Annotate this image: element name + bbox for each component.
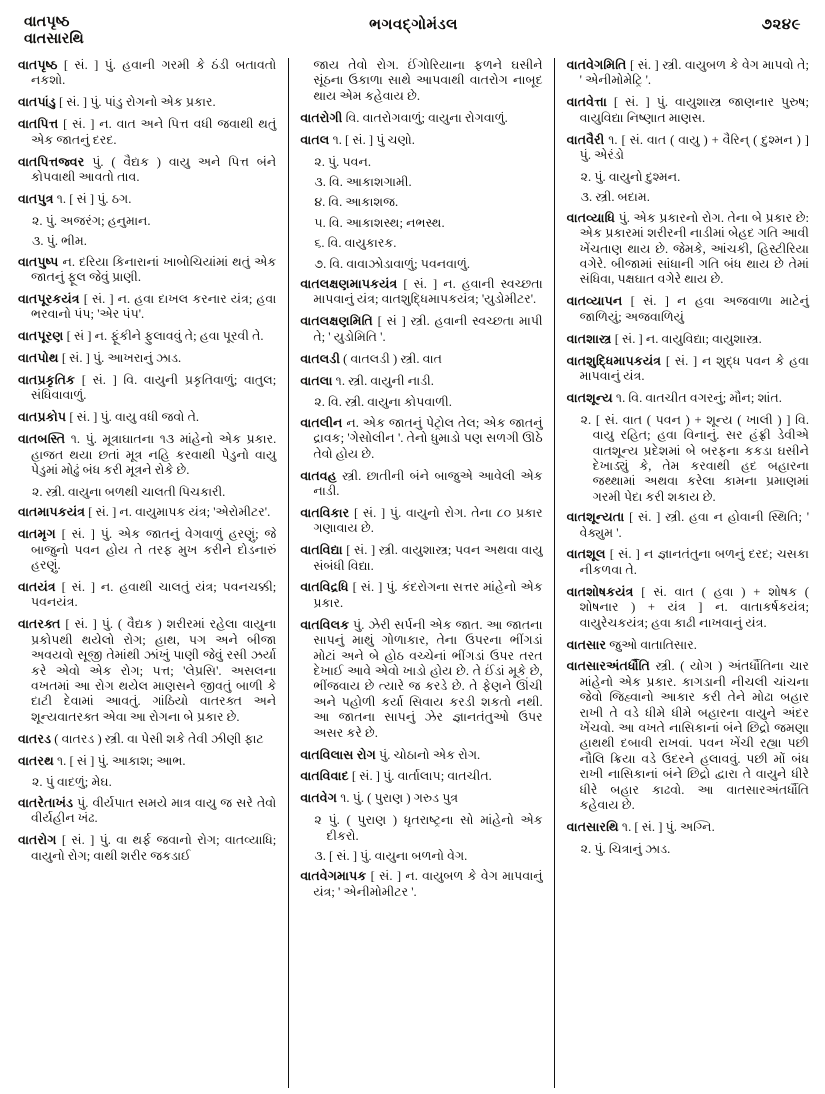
entry-headword: વાતસારથિ	[566, 819, 619, 834]
dictionary-entry	[18, 155, 276, 186]
entry-headword: વાતવ્યાધિ	[566, 210, 616, 225]
dictionary-entry	[300, 416, 542, 462]
entry-sense: ૫. વિ. આકાશસ્થ; નભસ્થ.	[314, 215, 445, 230]
entry-definition: [ સં. ] સ્ત્રી. વાયુશાસ્ત્ર; પવન અથવા વાયુ સંબંધી વિદ્યા.	[313, 543, 543, 573]
dictionary-entry	[18, 58, 276, 89]
entry-definition: ૧. [ સં. વાત ( વાયુ ) + વૈરિન્ ( દુશ્મન ) ] પું. એરંડો	[579, 132, 809, 163]
entry-definition: ૧. વિ. વાતચીત વગરનું; મૌન; શાંત.	[612, 390, 782, 405]
book-title: ભગવદ્ગોમંડલ	[369, 17, 458, 33]
entry-definition: વિ. વાતરોગવાળું; વાયુના રોગવાળું.	[342, 110, 508, 125]
entry-sense: ૨. પું. ચિત્રાનું ઝાડ.	[580, 841, 671, 856]
entry-headword: વાતશુદ્ધિમાપકયંત્ર	[566, 353, 662, 368]
running-head	[18, 14, 809, 58]
entry-sense: ૨. સ્ત્રી. વાયુના બળથી ચાલતી પિચકારી.	[32, 484, 226, 499]
dictionary-entry	[300, 374, 542, 389]
entry-headword: વાતલ	[300, 132, 330, 147]
dictionary-entry	[18, 527, 276, 573]
column-3	[554, 58, 809, 1088]
entry-headword: વાતશૂલ	[566, 547, 606, 562]
entry-sense: ૨ પું. ( પુરાણ ) ધૃતરાષ્ટ્રના સો માંહેનો એક દીકરો.	[314, 813, 543, 843]
entry-headword: વાતવહ	[300, 468, 337, 483]
entry-definition: [ સં. ] ન. હવાની સ્વચ્છતા માપવાનું યંત્ર; વાતશુદ્ધિમાપકયંત્ર; 'યુડોમીટર'.	[313, 276, 543, 307]
entry-headword: વાતવિલક	[300, 617, 350, 632]
entry-headword: વાતસાર	[566, 637, 607, 652]
entry-sense: ૭. વિ. વાવાઝોડાવાળું; પવનવાળું.	[314, 256, 471, 271]
entry-sense: ૩. પું. ભીમ.	[32, 234, 87, 249]
running-head-left-line2: વાતસારથિ	[24, 31, 84, 47]
entry-definition: [ સં. વાત ( હવા ) + શોષક ( શોષનાર ) + યંત્ર ] ન. વાતાકર્ષકયંત્ર; વાયુરેચકયંત્ર; હવા કાઢી નાખવાનું યંત્ર.	[579, 584, 809, 630]
entry-headword: વાતવિદ્રધિ	[300, 580, 349, 595]
dictionary-entry	[18, 255, 276, 286]
dictionary-entry	[300, 748, 542, 763]
dictionary-entry	[300, 469, 542, 500]
dictionary-entry	[18, 505, 276, 520]
dictionary-entry	[300, 543, 542, 574]
entry-headword: વાતવેગમાપક	[300, 869, 367, 884]
dictionary-entry	[300, 506, 542, 537]
dictionary-entry	[300, 111, 542, 126]
dictionary-entry	[18, 580, 276, 611]
entry-headword: વાતવિદ્યા	[300, 543, 343, 558]
dictionary-entry	[567, 391, 809, 406]
entry-definition: [ સં. ] ન જ્ઞાનતંતુના બળનું દરદ; ચસકા નીકળવા તે.	[579, 547, 809, 577]
entry-headword: વાતશોષકયંત્ર	[566, 584, 634, 599]
entry-definition: ન. દરિયા કિનારાનાં ખાબોચિયાંમાં થતું એક જાતનું ફૂલ જેવું પ્રાણી.	[31, 254, 277, 284]
entry-headword: વાતપ્રકોપ	[18, 410, 67, 425]
entry-sense: ૪. વિ. આકાશજ.	[314, 195, 399, 210]
dictionary-entry	[18, 732, 276, 747]
entry-headword: વાતરડ	[18, 731, 52, 746]
entry-headword: વાતવિકાર	[300, 505, 350, 520]
entry-definition: [ સં. ] વિ. વાયુની પ્રકૃતિવાળું; વાતુલ; સંધિવાવાળું.	[31, 373, 277, 403]
entry-definition: ન. એક જાતનું પેટ્રોલ તેલ; એક જાતનું દ્રાવક; 'ગેસોલીન '. તેનો ધુમાડો પણ સળગી ઊઠે તેવો હોય છે.	[313, 415, 543, 461]
entry-headword: વાતવિવાદ	[300, 769, 349, 784]
dictionary-entry	[567, 510, 809, 541]
entry-definition: ( વાતરડ ) સ્ત્રી. વા પેસી શકે તેવી ઝીણી ફાટ	[51, 731, 264, 746]
entry-definition: [ સં. ] ન. વાત અને પિત્ત વધી જવાથી થતું એક જાતનું દરદ.	[31, 117, 277, 147]
entry-headword: વાતબસ્તિ	[18, 432, 66, 447]
entry-headword: વાતલીન	[300, 415, 343, 430]
entry-headword: વાતરથ	[18, 753, 54, 768]
entry-definition: [ સં. ] પું. વા થર્ફ જવાનો રોગ; વાતવ્યાધિ; વાયુનો રોગ; વાથી શરીર જકડાઈ	[31, 833, 277, 863]
entry-definition: પું. ( વૈદ્યક ) વાયુ અને પિત્ત બંને કોપવાથી આવતો તાવ.	[31, 154, 277, 184]
dictionary-entry	[18, 754, 276, 769]
entry-sense: ૨. વિ. સ્ત્રી. વાયુના કોપવાળી.	[314, 395, 452, 410]
dictionary-entry	[300, 352, 542, 367]
dictionary-entry	[300, 277, 542, 308]
entry-headword: વાતપૂરણ	[18, 329, 64, 344]
dictionary-entry	[567, 585, 809, 631]
entry-headword: વાતવ્યાપન	[566, 294, 623, 309]
entry-definition: પું. ઝેરી સર્પની એક જાત. આ જાતના સાપનું માથું ગોળાકાર, તેના ઉપરના ભીંગડાં મોટાં અને બે હોઠ વચ્ચેનાં ભીંગડાં ઉપર તરત દેખાઈ આવે એવો ખાડો હોય છે. તે ઈંડાં મૂકે છે, ભીંજવાય છે ત્યારે જ કરડે છે. તે ફેણને ઊંચી અને પહોળી કર્યા સિવાય કરડી શકતો નથી. આ જાતના સાપનું ઝેર જ્ઞાનતંતુઓ ઉપર અસર કરે છે.	[313, 617, 543, 740]
entry-definition: [ સં. ] પું. કંદરોગના સત્તર માંહેનો એક પ્રકાર.	[313, 580, 543, 610]
entry-definition: [ સં. ] પું. પાંડુ રોગનો એક પ્રકાર.	[55, 95, 216, 110]
entry-sense: ૨. પું વાદળું; મેઘ.	[32, 775, 112, 790]
dictionary-entry	[300, 618, 542, 741]
entry-definition: [ સં. ] ન શુદ્ધ પવન કે હવા માપવાનું યંત્ર.	[579, 353, 809, 383]
dictionary-entry	[567, 133, 809, 164]
entry-headword: વાતશૂન્યતા	[566, 510, 625, 525]
entry-headword: વાતશાસ્ત્ર	[566, 331, 612, 346]
dictionary-entry	[567, 638, 809, 653]
dictionary-entry	[18, 833, 276, 864]
entry-definition: [ સં. ] ન. વાયુમાપક યંત્ર; 'એરોમીટર'.	[85, 505, 271, 520]
entry-headword: વાતપ્રકૃતિક	[18, 373, 76, 387]
entry-definition: જુઓ વાતાતિસાર.	[606, 637, 697, 652]
entry-headword: વાતરોગ	[18, 833, 57, 848]
entry-definition: ૧. [ સં ] પું. ઠગ.	[53, 191, 132, 206]
entry-definition: ૧. પું. ( પુરાણ ) ગરુડ પુત્ર	[337, 791, 459, 806]
dictionary-entry	[18, 329, 276, 344]
entry-headword: વાતલા	[300, 373, 333, 388]
entry-definition: ( વાતલડી ) સ્ત્રી. વાત	[340, 351, 442, 366]
entry-definition: સ્ત્રી. છાતીની બંને બાજુએ આવેલી એક નાડી.	[313, 468, 543, 498]
entry-sense: ૩. સ્ત્રી. બદામ.	[580, 190, 650, 205]
dictionary-entry	[567, 58, 809, 89]
entry-headword: વાતરેતાખંડ	[18, 795, 74, 810]
entry-definition: [ સં. ] પું. વાયુનો રોગ. તેના ૮૦ પ્રકાર ગણાવાય છે.	[313, 505, 543, 536]
entry-headword: વાતવૈરી	[566, 132, 605, 147]
dictionary-entry	[18, 410, 276, 425]
page-number: ૭૨૪૯	[761, 17, 801, 33]
column-container	[18, 58, 809, 1088]
entry-headword: વાતલક્ષણમાપકયંત્ર	[300, 276, 398, 291]
dictionary-entry	[18, 95, 276, 110]
entry-definition: [ સં. ] પું. હવાની ગરમી કે ઠંડી બતાવતો નકશો.	[31, 58, 277, 88]
column-2	[288, 58, 553, 1088]
entry-headword: વાતપોથ	[18, 351, 59, 366]
entry-definition: [ સં. ] ન. હવાથી ચાલતું યંત્ર; પવનચક્કી; પવનયંત્ર.	[31, 579, 277, 610]
entry-definition: [ સં. ] પું. આખરાનું ઝાડ.	[58, 351, 182, 366]
running-head-left-line1: વાતપૃષ્ઠ	[24, 14, 70, 30]
entry-headword: વાતપિત્ત	[18, 117, 59, 132]
entry-definition: [ સં. ] સ્ત્રી. હવા ન હોવાની સ્થિતિ; ' વેક્યુમ '.	[579, 510, 809, 540]
dictionary-entry	[18, 351, 276, 366]
entry-definition: ૧. [ સં. ] પું. અગ્નિ.	[618, 819, 715, 834]
entry-definition: જાય તેવો રોગ. ઈંગોરિયાના ફળને ઘસીને સૂંઠના ઉકાળા સાથે આપવાથી વાતરોગ નાબૂદ થાય એમ કહેવાય છે.	[313, 58, 543, 103]
entry-definition: સ્ત્રી. ( યોગ ) અંતર્ધૌતિના ચાર માંહેનો એક પ્રકાર. કાગડાની નીચલી ચાંચના જેવો જિહ્વાનો આકાર કરી તેને મોઢા બહાર રાખી તે વડે ધીમે ધીમે બહારના વાયુને અંદર ખેંચવો. આ વખતે નાસિકાનાં બંને છિદ્રો જમણા હાથથી દબાવી રાખવાં. પવન ખેંચી રહ્યા પછી નૌલિ ક્રિયા વડે ઉદરને હલાવવું. પછી મોં બંધ રાખી નાસિકાનાં બંને છિદ્રો દ્વારા તે વાયુને ધીરે ધીરે બહાર કાઢવો. આ વાતસારઅંતર્ધૌતિ કહેવાય છે.	[579, 659, 809, 813]
dictionary-entry	[567, 95, 809, 126]
entry-definition: [ સં. ] ન. વાયુવિદ્યા; વાયુશાસ્ત્ર.	[611, 331, 762, 346]
dictionary-entry	[300, 580, 542, 611]
entry-sense: ૩. વિ. આકાશગામી.	[314, 174, 412, 189]
entry-definition: [ સં. ] ન. વાયુબળ કે વેગ માપવાનું યંત્ર; ' એનીમોમીટર '.	[313, 869, 543, 899]
entry-headword: વાતરોગી	[300, 110, 343, 125]
entry-definition: [ સં. ] પું. વાર્તાલાપ; વાતચીત.	[348, 769, 492, 784]
entry-definition: [ સં. ] ન. હવા દાખલ કરનાર યંત્ર; હવા ભરવાનો પંપ; 'એર પંપ'.	[31, 291, 277, 322]
entry-definition: [ સં ] સ્ત્રી. હવાની સ્વચ્છતા માપી તે; ' યુડોમિતિ '.	[313, 314, 543, 344]
entry-headword: વાતવિલાસ રોગ	[300, 747, 376, 762]
dictionary-entry	[300, 769, 542, 784]
entry-definition: [ સં. ] પું. ( વૈદ્યક ) શરીરમાં રહેલા વાયુના પ્રકોપથી થયેલો રોગ; હાથ, પગ અને બીજા અવયવો સૂજી તેમાંથી ઝાંખું પાણી જેવું રસી ઝર્યા કરે એવો એક રોગ; પત્ત; 'લેપ્રસિ'. અસલના વખતમાં આ રોગ થયેલ માણસને જીવતું બાળી કે દાટી દેવામાં આવતું. ગાંઠિયો વાતરક્ત અને શૂન્યવાતરક્ત એવા આ રોગના બે પ્રકાર છે.	[31, 617, 277, 724]
entry-headword: વાતશૂન્ય	[566, 390, 613, 405]
dictionary-entry	[300, 791, 542, 806]
entry-headword: વાતપુત્ર	[18, 191, 54, 206]
entry-sense: ૨. પું. પવન.	[314, 154, 372, 169]
dictionary-entry	[567, 332, 809, 347]
entry-definition: ૧. [ સં ] પું. આકાશ; આભ.	[53, 753, 186, 768]
dictionary-entry	[18, 192, 276, 207]
column-1	[18, 58, 288, 1088]
entry-headword: વાતપુષ્પ	[18, 254, 59, 269]
dictionary-entry	[567, 547, 809, 578]
entry-definition: [ સં ] ન. ફૂંકીને ફુલાવવું તે; હવા પૂરવી તે.	[63, 329, 264, 344]
entry-definition: ૧. પું. મૂત્રાઘાતના ૧૩ માંહેનો એક પ્રકાર. હાજત થયા છતાં મૂત્ર નહિ કરવાથી પેડુનો વાયુ પેડુમાં મોઢું બંધ કરી મૂત્રને રોકે છે.	[31, 432, 277, 478]
entry-sense: ૩. [ સં. ] પું. વાયુના બળનો વેગ.	[314, 849, 468, 864]
entry-sense: ૨. પું. અજરંગ; હનુમાન.	[32, 213, 151, 228]
entry-definition: [ સં. ] પું. વાયુશાસ્ત્ર જાણનાર પુરુષ; વાયુવિદ્યા નિષ્ણાત માણસ.	[579, 95, 809, 125]
entry-headword: વાતપાંડુ	[18, 95, 56, 110]
dictionary-entry	[18, 373, 276, 404]
entry-headword: વાતરક્ત	[18, 617, 61, 632]
entry-headword: વાતવેગ	[300, 791, 338, 806]
entry-definition: પું. એક પ્રકારનો રોગ. તેના બે પ્રકાર છે: એક પ્રકારમાં શરીરની નાડીમાં બેહદ ગતિ આવી ખેંચતાણ થાય છે. જેમકે, આંચકી, હિસ્ટીરિયા વગેરે. બીજામાં સાંધાની ગતિ બંધ થાય છે તેમાં સંધિવા, પક્ષઘાત વગેરે થાય છે.	[579, 210, 809, 287]
entry-definition: ૧. [ સં. ] પું ચણો.	[329, 132, 415, 147]
dictionary-entry	[18, 432, 276, 478]
entry-headword: વાતસારઅંતર્ધૌતિ	[566, 659, 650, 674]
dictionary-entry	[18, 292, 276, 323]
entry-definition: ૧. સ્ત્રી. વાયુની નાડી.	[332, 373, 434, 388]
entry-definition: [ સં. ] પું. એક જાતનું વેગવાળું હરણું; જે બાજુનો પવન હોય તે તરફ મુખ કરીને દોડનારું હરણું.	[31, 527, 277, 573]
entry-sense: ૨. પું. વાયુનો દુશ્મન.	[580, 169, 681, 184]
dictionary-entry	[300, 869, 542, 900]
entry-headword: વાતમાપકયંત્ર	[18, 505, 86, 520]
dictionary-entry	[567, 820, 809, 835]
entry-headword: વાતપિત્તજ્વર	[18, 154, 85, 169]
dictionary-entry	[18, 117, 276, 148]
entry-definition: [ સં. ] સ્ત્રી. વાયુબળ કે વેગ માપવો તે; ' એનીમોમેટ્રિ '.	[579, 58, 809, 88]
dictionary-entry	[300, 314, 542, 345]
entry-headword: વાતવેગમિતિ	[566, 58, 627, 72]
entry-definition: [ સં. ] ન હવા અજવાળા માટેનું જાળિયું; અજવાળિયું	[579, 294, 809, 324]
entry-headword: વાતપૃષ્ઠ	[18, 58, 58, 72]
entry-definition: પું. ચોઠાનો એક રોગ.	[375, 747, 481, 762]
entry-headword: વાતલડી	[300, 351, 341, 366]
dictionary-entry	[567, 294, 809, 325]
dictionary-entry	[18, 796, 276, 827]
entry-headword: વાતવેત્તા	[566, 95, 607, 110]
dictionary-entry	[567, 659, 809, 813]
entry-continuation	[300, 58, 542, 104]
entry-headword: વાતયંત્ર	[18, 579, 56, 594]
entry-sense: ૨. [ સં. વાત ( પવન ) + શૂન્ય ( ખાલી ) ] વિ. વાયુ રહિત; હવા વિનાનું. સર હંફ્રી ડેવીએ વાતશૂન્ય પ્રદેશમાં બે બરફના કકડા ઘસીને દેખાડ્યું કે, તેમ કરવાથી હદ બહારના જથ્થામાં અથવા કરેલા કામના પ્રમાણમાં ગરમી પેદા કરી શકાય છે.	[580, 412, 809, 504]
entry-headword: વાતમૃગ	[18, 527, 56, 542]
entry-sense: ૬. વિ. વાયુકારક.	[314, 236, 397, 251]
dictionary-entry	[567, 211, 809, 288]
dictionary-entry	[18, 617, 276, 725]
dictionary-entry	[567, 354, 809, 385]
entry-headword: વાતપૂરકયંત્ર	[18, 291, 80, 306]
entry-headword: વાતલક્ષણમિતિ	[300, 314, 373, 329]
entry-definition: પું. વીર્યપાત સમયે માત્ર વાયુ જ સરે તેવો વીર્યહીન ખંઢ.	[31, 795, 277, 826]
dictionary-entry	[300, 133, 542, 148]
entry-definition: [ સં. ] પું. વાયુ વધી જવો તે.	[66, 410, 200, 425]
